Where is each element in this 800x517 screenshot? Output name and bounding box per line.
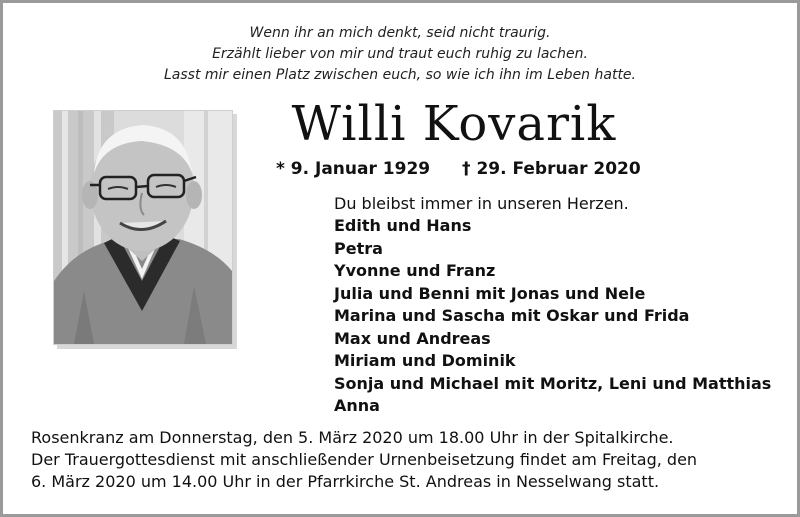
mourner-entry: Miriam und Dominik (334, 351, 516, 370)
poem (0, 23, 800, 86)
life-dates (276, 157, 676, 181)
poem-line: Lasst mir einen Platz zwischen euch, so wie ich ihn im Leben hatte. (163, 67, 636, 83)
mourner-entry: Yvonne und Franz (334, 261, 496, 280)
mourners-list (334, 215, 771, 418)
mourner-entry: Petra (334, 238, 383, 258)
service-notice (31, 427, 771, 493)
notice-line: 6. März 2020 um 14.00 Uhr in der Pfarrkirche St. Andreas in Nesselwang statt. (31, 472, 660, 491)
mourner-entry: Edith und Hans (334, 216, 472, 235)
mourner-entry: Sonja und Michael mit Moritz, Leni und Matthias (334, 373, 772, 393)
condolence-line: Du bleibst immer in unseren Herzen. (334, 194, 629, 213)
poem-line: Wenn ihr an mich denkt, seid nicht traurig. (249, 25, 551, 41)
notice-line: Rosenkranz am Donnerstag, den 5. März 2020 um 18.00 Uhr in der Spitalkirche. (31, 428, 674, 447)
death-date: † 29. Februar 2020 (462, 159, 641, 179)
birth-date: * 9. Januar 1929 (276, 159, 431, 179)
portrait-illustration (54, 111, 232, 344)
deceased-name: Willi Kovarik (291, 96, 617, 152)
portrait-photo (53, 110, 233, 345)
mourner-entry: Julia und Benni mit Jonas und Nele (334, 283, 646, 303)
poem-line: Erzählt lieber von mir und traut euch ruhig zu lachen. (212, 46, 588, 62)
mourner-entry: Anna (334, 396, 380, 415)
mourner-entry: Marina und Sascha mit Oskar und Frida (334, 306, 690, 325)
notice-line: Der Trauergottesdienst mit anschließender Urnenbeisetzung findet am Freitag, den (31, 450, 698, 469)
mourner-entry: Max und Andreas (334, 328, 491, 348)
